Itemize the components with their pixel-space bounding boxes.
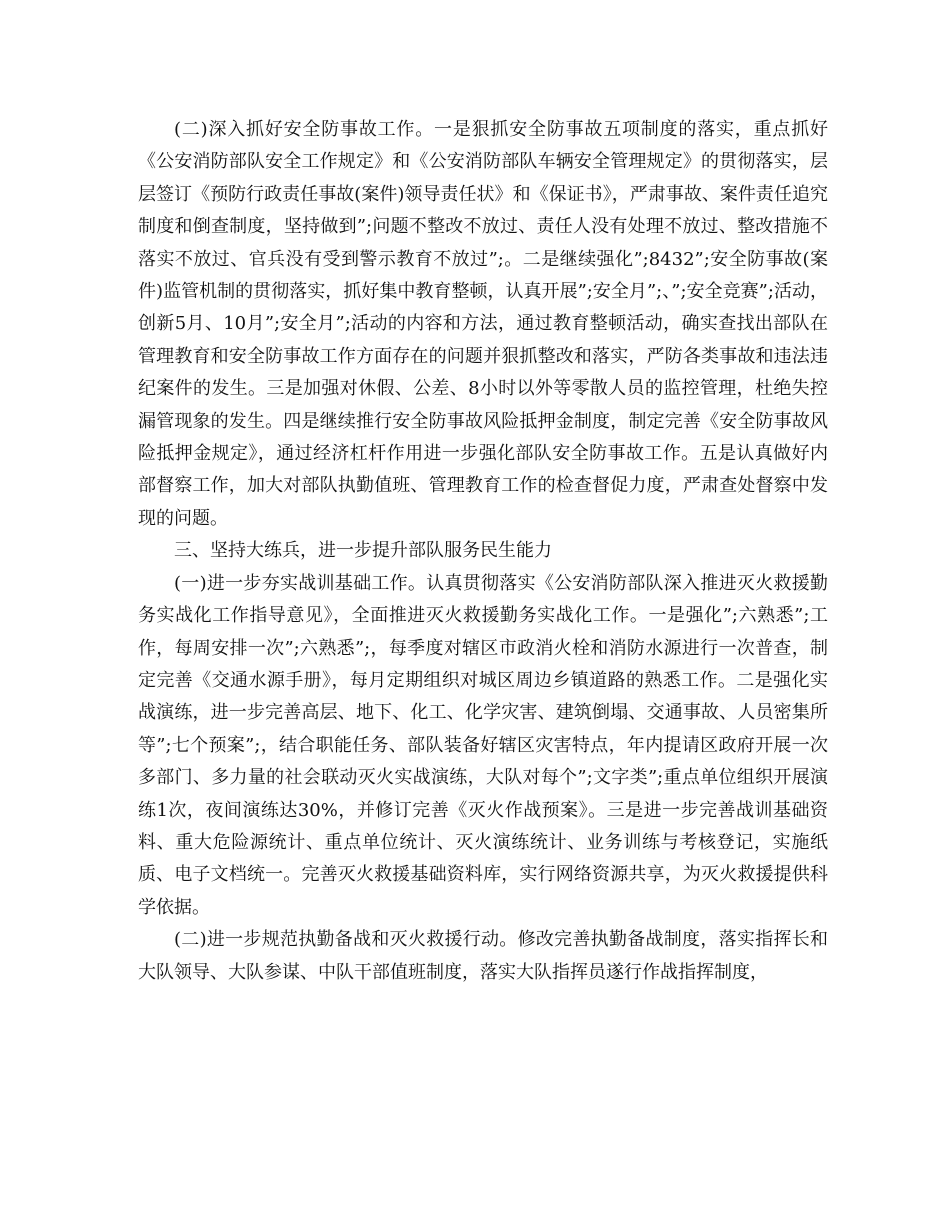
- section-heading-training: 三、坚持大练兵，进一步提升部队服务民生能力: [174, 540, 552, 562]
- paragraph-combat-training: (一)进一步夯实战训基础工作。认真贯彻落实《公安消防部队深入推进灭火救援勤务实战化工作指导意见》，全面推进灭火救援勤务实战化工作。一是强化”;六熟悉”;工作，每周安排一次”;六熟悉”;，每季度对辖区市政消火栓和消防水源进行一次普查，制定完善《交通水源手册》，每月定期组织对城区周边乡镇道路的熟悉工作。二是强化实战演练，进一步完善高层、地下、化工、化学灾害、建筑倒塌、交通事故、人员密集所等”;七个预案”;，结合职能任务、部队装备好辖区灾害特点，年内提请区政府开展一次多部门、多力量的社会联动灭火实战演练，大队对每个”;文字类”;重点单位组织开展演练1次，夜间演练达30%，并修订完善《灭火作战预案》。三是进一步完善战训基础资料、重大危险源统计、重点单位统计、灭火演练统计、业务训练与考核登记，实施纸质、电子文档统一。完善灭火救援基础资料库，实行网络资源共享，为灭火救援提供科学依据。: [138, 572, 828, 918]
- paragraph-duty-readiness: (二)进一步规范执勤备战和灭火救援行动。修改完善执勤备战制度，落实指挥长和大队领导、大队参谋、中队干部值班制度，落实大队指挥员遂行作战指挥制度，: [138, 929, 828, 983]
- document-body: [138, 114, 828, 989]
- paragraph-safety-work: (二)深入抓好安全防事故工作。一是狠抓安全防事故五项制度的落实，重点抓好《公安消防部队安全工作规定》和《公安消防部队车辆安全管理规定》的贯彻落实，层层签订《预防行政责任事故(案件)领导责任状》和《保证书》，严肃事故、案件责任追究制度和倒查制度，坚持做到”;问题不整改不放过、责任人没有处理不放过、整改措施不落实不放过、官兵没有受到警示教育不放过”;。二是继续强化”;8432”;安全防事故(案件)监管机制的贯彻落实，抓好集中教育整顿，认真开展”;安全月”;、”;安全竞赛”;活动，创新5月、10月”;安全月”;活动的内容和方法，通过教育整顿活动，确实查找出部队在管理教育和安全防事故工作方面存在的问题并狠抓整改和落实，严防各类事故和违法违纪案件的发生。三是加强对休假、公差、8小时以外等零散人员的监控管理，杜绝失控漏管现象的发生。四是继续推行安全防事故风险抵押金制度，制定完善《安全防事故风险抵押金规定》，通过经济杠杆作用进一步强化部队安全防事故工作。五是认真做好内部督察工作，加大对部队执勤值班、管理教育工作的检查督促力度，严肃查处督察中发现的问题。: [138, 119, 828, 529]
